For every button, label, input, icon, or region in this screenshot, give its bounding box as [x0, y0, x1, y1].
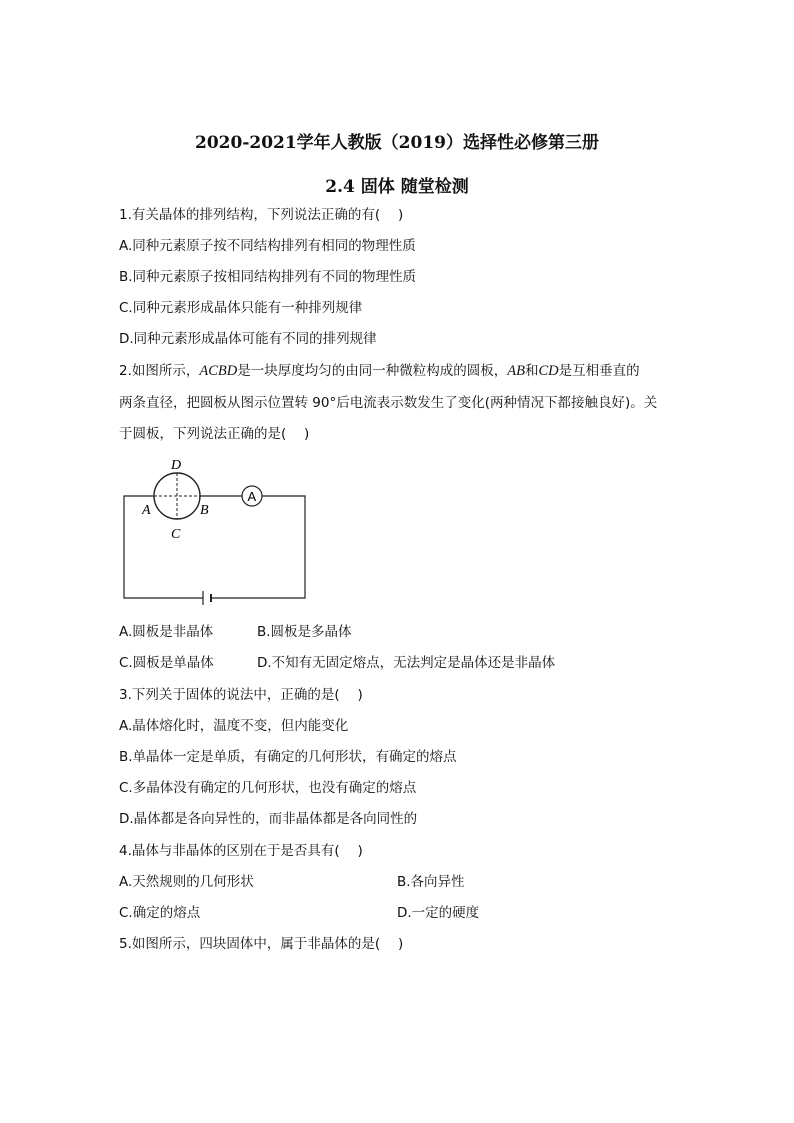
document-title: 2020-2021学年人教版（2019）选择性必修第三册 [195, 133, 599, 153]
q4-option-c: C.确定的熔点 [119, 905, 201, 921]
q2-stem-line1 [119, 362, 640, 380]
q4-option-a: A.天然规则的几何形状 [119, 874, 254, 890]
q5-stem: 5.如图所示，四块固体中，属于非晶体的是( ) [119, 936, 404, 952]
q3-option-b: B.单晶体一定是单质，有确定的几何形状，有确定的熔点 [119, 749, 457, 765]
q2-option-c: C.圆板是单晶体 [119, 655, 214, 671]
q4-option-b: B.各向异性 [397, 874, 465, 890]
q2-var-cd: CD [538, 363, 559, 379]
q2-text-3: 和 [524, 363, 539, 379]
q2-option-d: D.不知有无固定熔点，无法判定是晶体还是非晶体 [257, 655, 556, 671]
q1-option-a: A.同种元素原子按不同结构排列有相同的物理性质 [119, 238, 416, 254]
q3-option-d: D.晶体都是各向异性的，而非晶体都是各向同性的 [119, 811, 418, 827]
label-d: D [171, 458, 182, 473]
ammeter-label: A [247, 489, 257, 504]
q2-option-b: B.圆板是多晶体 [257, 624, 352, 640]
q3-option-a: A.晶体熔化时，温度不变，但内能变化 [119, 718, 349, 734]
q1-option-c: C.同种元素形成晶体只能有一种排列规律 [119, 300, 363, 316]
q4-options-row1 [119, 873, 465, 891]
q2-stem-line2: 两条直径，把圆板从图示位置转 90°后电流表示数发生了变化(两种情况下都接触良好)。关 [119, 395, 658, 411]
q4-option-d: D.一定的硬度 [397, 905, 480, 921]
q2-stem-line3: 于圆板，下列说法正确的是( ) [119, 426, 310, 442]
q2-options-row2 [119, 654, 556, 672]
q3-stem: 3.下列关于固体的说法中，正确的是( ) [119, 687, 363, 703]
q2-var-acbd: ACBD [199, 363, 238, 379]
label-b: B [200, 503, 209, 518]
q4-options-row2 [119, 904, 480, 922]
q2-option-a: A.圆板是非晶体 [119, 624, 214, 640]
circuit-diagram [110, 452, 320, 612]
document-subtitle: 2.4 固体 随堂检测 [325, 177, 469, 197]
circuit-wire [124, 496, 305, 598]
q2-text-4: 是互相垂直的 [558, 363, 640, 379]
q1-option-d: D.同种元素形成晶体可能有不同的排列规律 [119, 331, 377, 347]
q2-options-row1 [119, 623, 352, 641]
q3-option-c: C.多晶体没有确定的几何形状，也没有确定的熔点 [119, 780, 417, 796]
label-c: C [171, 527, 181, 542]
q1-option-b: B.同种元素原子按相同结构排列有不同的物理性质 [119, 269, 417, 285]
q4-stem: 4.晶体与非晶体的区别在于是否具有( ) [119, 843, 363, 859]
label-a: A [142, 503, 151, 518]
q2-var-ab: AB [507, 363, 525, 379]
q1-stem: 1.有关晶体的排列结构，下列说法正确的有( ) [119, 207, 404, 223]
q2-text-2: 是一块厚度均匀的由同一种微粒构成的圆板， [237, 363, 508, 379]
q2-text-1: 2.如图所示， [119, 363, 200, 379]
